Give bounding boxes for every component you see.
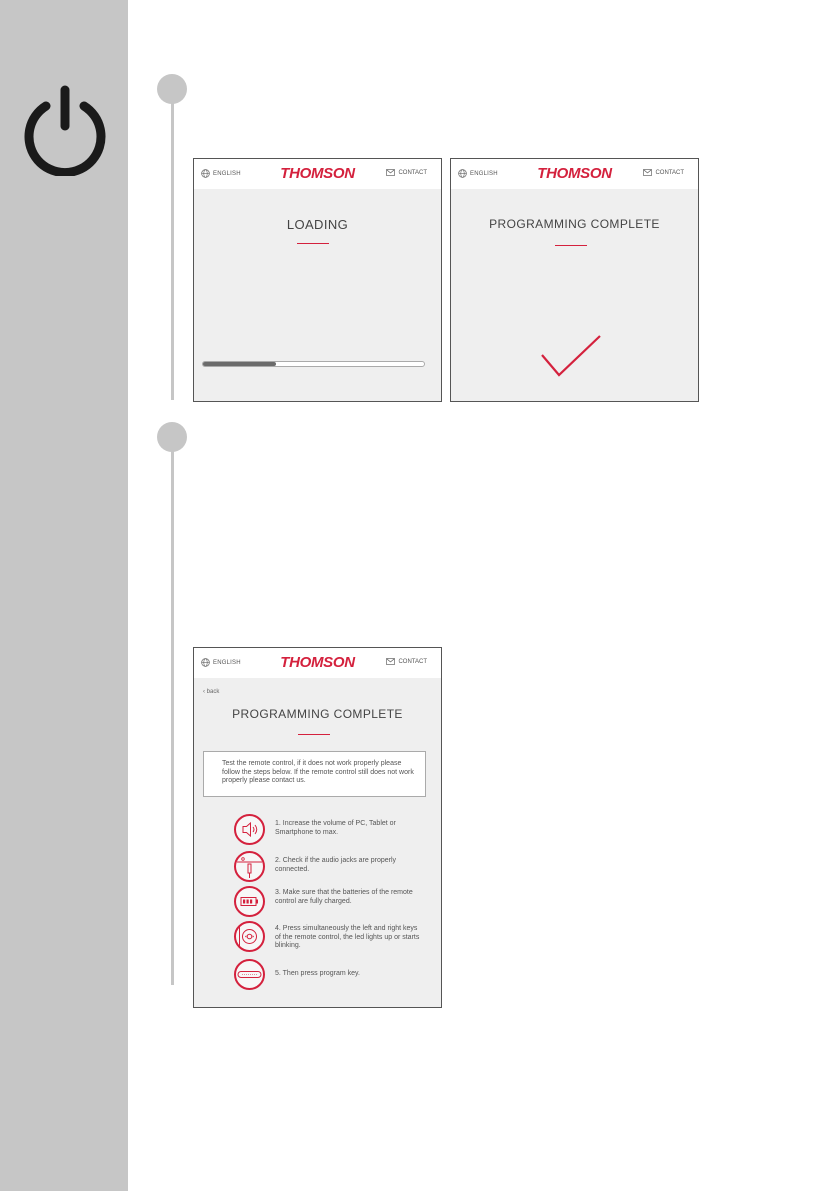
step-2-text: 2. Check if the audio jacks are properly connected. <box>275 857 397 873</box>
timeline-line-2 <box>171 448 174 985</box>
back-link[interactable]: ‹ back <box>203 689 220 695</box>
top-bar <box>194 648 441 678</box>
mail-icon <box>386 658 395 665</box>
step-3-text: 3. Make sure that the batteries of the remote control are fully charged. <box>275 889 413 905</box>
title-underline <box>555 245 587 246</box>
contact-link[interactable] <box>643 169 684 176</box>
step-4-text: 4. Press simultaneously the left and right keys of the remote control, the led lights up or starts blinking. <box>275 925 420 949</box>
screen-complete <box>450 158 699 402</box>
screen-loading <box>193 158 442 402</box>
battery-icon <box>234 886 265 917</box>
power-icon <box>20 84 110 176</box>
step-marker-2 <box>157 422 187 452</box>
checkmark-icon <box>539 333 603 384</box>
contact-label: CONTACT <box>655 170 684 177</box>
step-1-text: 1. Increase the volume of PC, Tablet or Smartphone to max. <box>275 820 396 836</box>
step-5-text: 5. Then press program key. <box>275 970 360 977</box>
contact-label: CONTACT <box>398 659 427 666</box>
program-key-icon <box>234 959 265 990</box>
language-label: ENGLISH <box>470 171 498 178</box>
sidebar-strip <box>0 0 128 1191</box>
thomson-logo: THOMSON <box>537 165 612 182</box>
page-title: PROGRAMMING COMPLETE <box>232 707 403 721</box>
language-label: ENGLISH <box>213 660 241 667</box>
step-marker-1 <box>157 74 187 104</box>
progress-bar <box>202 361 425 367</box>
mail-icon <box>386 169 395 176</box>
language-label: ENGLISH <box>213 171 241 178</box>
page-title: PROGRAMMING COMPLETE <box>489 217 660 231</box>
contact-link[interactable] <box>386 169 427 176</box>
title-underline <box>298 734 330 735</box>
title-underline <box>297 243 329 244</box>
remote-keys-icon <box>234 921 265 952</box>
page-title: LOADING <box>286 217 349 232</box>
top-bar <box>451 159 698 189</box>
audio-jack-icon <box>234 851 265 882</box>
instruction-message: Test the remote control, if it does not work properly please follow the steps below. If the remote control still does not work properly please contact us. <box>203 751 426 797</box>
top-bar <box>194 159 441 189</box>
thomson-logo: THOMSON <box>280 654 355 671</box>
thomson-logo: THOMSON <box>280 165 355 182</box>
speaker-icon <box>234 814 265 845</box>
contact-label: CONTACT <box>398 170 427 177</box>
timeline-line-1 <box>171 100 174 400</box>
mail-icon <box>643 169 652 176</box>
progress-fill <box>203 362 276 366</box>
contact-link[interactable] <box>386 658 427 665</box>
screen-instructions <box>193 647 442 1008</box>
